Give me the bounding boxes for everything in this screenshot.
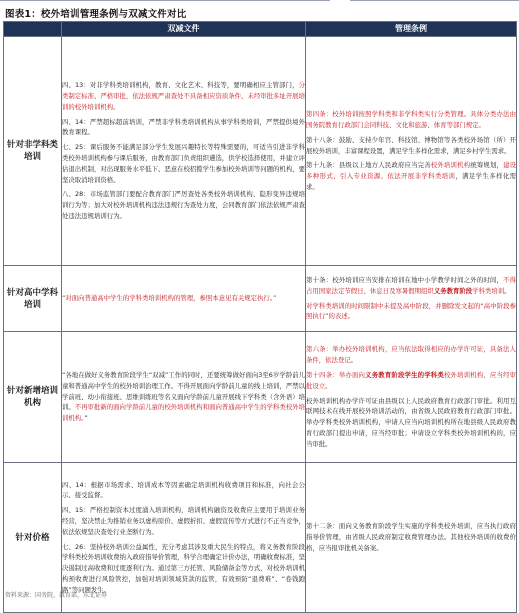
highlighted-text: 第十四条：举办面向	[306, 371, 366, 379]
clause-paragraph	[306, 370, 516, 392]
clause-paragraph	[62, 293, 305, 304]
top-rule	[0, 0, 519, 3]
clause-paragraph	[62, 189, 305, 221]
row-category: 针对高中学科培训	[4, 266, 62, 332]
highlighted-text: “对面向普通高中学生的学科类培训机构的管理，参照本意见有关规定执行。”	[62, 294, 277, 303]
highlighted-text: 校外培训机构	[430, 161, 471, 170]
highlighted-text: 分类制定标准、严格审批，	[62, 81, 305, 101]
table-row	[4, 332, 517, 463]
highlighted-text: 不再审批新的面向学龄前儿童的校外培训机构和面向普通高中学生的学科类校外培训机构。	[62, 403, 306, 423]
cell-shuangjian	[62, 332, 306, 463]
header-shuangjian: 双减文件	[62, 22, 306, 37]
clause-paragraph	[306, 301, 516, 323]
table-row	[4, 37, 517, 266]
header-category	[4, 22, 62, 37]
clause-text: 四、14：严禁超标超前培训，严禁非学科类培训机构从事学科类培训，严禁提供境外教育课程。	[62, 117, 305, 137]
clause-paragraph	[62, 505, 305, 537]
highlighted-text: 校外培训机构，应当经审批设立。	[306, 371, 517, 390]
cell-tiaoli	[306, 37, 517, 266]
clause-paragraph	[62, 542, 305, 596]
clause-paragraph	[306, 344, 516, 366]
clause-paragraph	[306, 135, 516, 157]
clause-paragraph	[306, 109, 516, 131]
clause-paragraph	[306, 160, 516, 192]
clause-paragraph	[62, 80, 305, 112]
clause-text: 。	[504, 286, 511, 295]
clause-paragraph	[62, 117, 305, 139]
clause-paragraph	[62, 142, 305, 185]
clause-text: 第十九条：县级以上地方人民政府应当完善	[306, 161, 431, 170]
clause-text: 四、15：严格控制资本过度涌入培训机构，培训机构融资及收费应主要用于培训业务经营，坚决禁止为推销业务以虚构原价、虚假折扣、虚假宣传等方式进行不正当竞争，依法依规坚决查处行业垄断行为。	[62, 506, 305, 536]
highlighted-text: 依法依规严肃查处不具备相应资质条件、未经审批多址开展培训的校外培训机构。	[62, 92, 305, 111]
cell-tiaoli	[306, 332, 517, 463]
clause-paragraph	[306, 275, 516, 297]
table-row	[4, 266, 517, 332]
row-category: 针对新增培训机构	[4, 332, 62, 463]
row-category: 针对价格	[4, 463, 62, 613]
highlighted-text: 第六条：举办校外培训机构，应当依法取得相应的办学许可证，具备法人条件，依法登记。	[306, 345, 516, 365]
highlighted-text: 义务教育阶段学生的学科类	[365, 371, 444, 379]
clause-text: ”	[84, 414, 88, 423]
clause-text: 四、14：根据市场需求、培训成本等因素确定培训机构收费项目和标准，向社会公示、接受监督。	[62, 480, 305, 500]
highlighted-text: 建设多种形式、引入专业资源、依法开展非学科类培训	[306, 161, 517, 181]
clause-paragraph	[62, 480, 305, 502]
clause-text: 八、28：市场监管部门要配合教育部门严厉查处各类校外培训机构、隐形变异违规培训行为等；加大对校外培训机构违法违规行为查处力度，会同教育部门依法依规严肃查处违法违规培训行为。	[62, 190, 305, 220]
highlighted-text: 学科类培训	[472, 286, 505, 295]
clause-paragraph	[306, 396, 516, 450]
cell-tiaoli	[306, 266, 517, 332]
clause-text: 第十二条：面向义务教育阶段学生实施的学科类校外培训，应当执行政府指导价管理，由省级人民政府制定收费管理办法。其他校外培训的收费价格，应当报审批机关备案。	[306, 522, 516, 552]
highlighted-text: 不得占用国家法定节假日、休息日及寒暑假期组织	[306, 275, 517, 295]
figure-caption: 图表1：校外培训管理条例与双减文件对比	[5, 9, 187, 20]
highlighted-text: 义务教育阶段	[433, 286, 473, 295]
clause-paragraph	[62, 370, 305, 424]
clause-text: 第十条：校外培训应当安排在培训在地中小学教学时间之外的时间，	[306, 275, 504, 284]
header-tiaoli: 管理条例	[306, 22, 517, 37]
clause-text: 校外培训机构办学许可证由县级以上人民政府教育行政部门审批。利用互联网技术在线开展校外培训活动的，由省级人民政府教育行政部门审批。举办学科类校外培训机构，申请人应当向培训机构所在地县级人民政府教育行政部门提出申请，应当经审批；申请设立学科类校外培训机构的，应当审批。	[306, 396, 516, 448]
clause-text: 七、26：坚持校外培训公益属性，充分考虑其涉及重大民生的特点，将义务教育阶段学科类校外培训收费纳入政府指导价管理，科学合理确定计价办法，明确收费标准，坚决遏制过高收费和过度逐利行为。通过第三方托管、风险储备金等方式，对校外培训机构预收费进行风险管控，加强对培训领域贷款的监管，有效预防“退费难”、“卷钱跑路”等问题发生。	[62, 542, 305, 594]
cell-shuangjian	[62, 266, 306, 332]
cell-shuangjian	[62, 37, 306, 266]
clause-text: “各地在做好义务教育阶段学生“双减”工作的同时，还要统筹做好面向3至6岁学龄前儿童和普通高中学生的校外培训治理工作。不得开展面向学龄前儿童的线上培训，严禁以学前班、幼小衔接班、思维训练班等名义面向学龄前儿童开展线下学科类（含外语）培训。	[62, 371, 305, 412]
source-note: 资料来源：国务院，教育部，东北证券	[5, 592, 108, 599]
clause-paragraph	[306, 521, 516, 553]
highlighted-text: 第四条：校外培训按照学科类和非学科类实行分类管理。具体分类办法由国务院教育行政部门会同科技、文化和旅游、体育等部门规定。	[306, 110, 516, 129]
row-category: 针对非学科类培训	[4, 37, 62, 266]
clause-text: ，满足学生多样化需求。	[306, 172, 516, 191]
highlighted-text: 对学科类培训的时间限制中未提及高中阶段，并删除发文起的“高中阶段参照执行”的表述。	[306, 301, 516, 321]
cell-tiaoli	[306, 463, 517, 613]
table-header-row	[4, 22, 517, 37]
clause-text: 七、25：课后服务不能满足部分学生发展兴趣特长等特殊需要的，可适当引进非学科类校外培训机构参与课后服务，由教育部门负责组织遴选，供学校选择使用，并建立评估退出机制，对出现服务水平低下、恶意在校招揽学生参加校外培训等问题的机构，要坚决取消培训资格。	[62, 143, 305, 184]
clause-text: 第十八条：鼓励、支持少年宫、科技馆、博物馆等各类校外场馆（所）开展校外培训，丰富课程设置，满足学生多样化需求，满足乡村学生需求。	[306, 135, 516, 155]
comparison-table	[3, 21, 517, 613]
clause-text: 四、13：对非学科类培训机构，教育、文化艺术、科技等，要明确相应主管部门，	[62, 81, 299, 90]
clause-text: 统筹规划，	[470, 161, 504, 170]
